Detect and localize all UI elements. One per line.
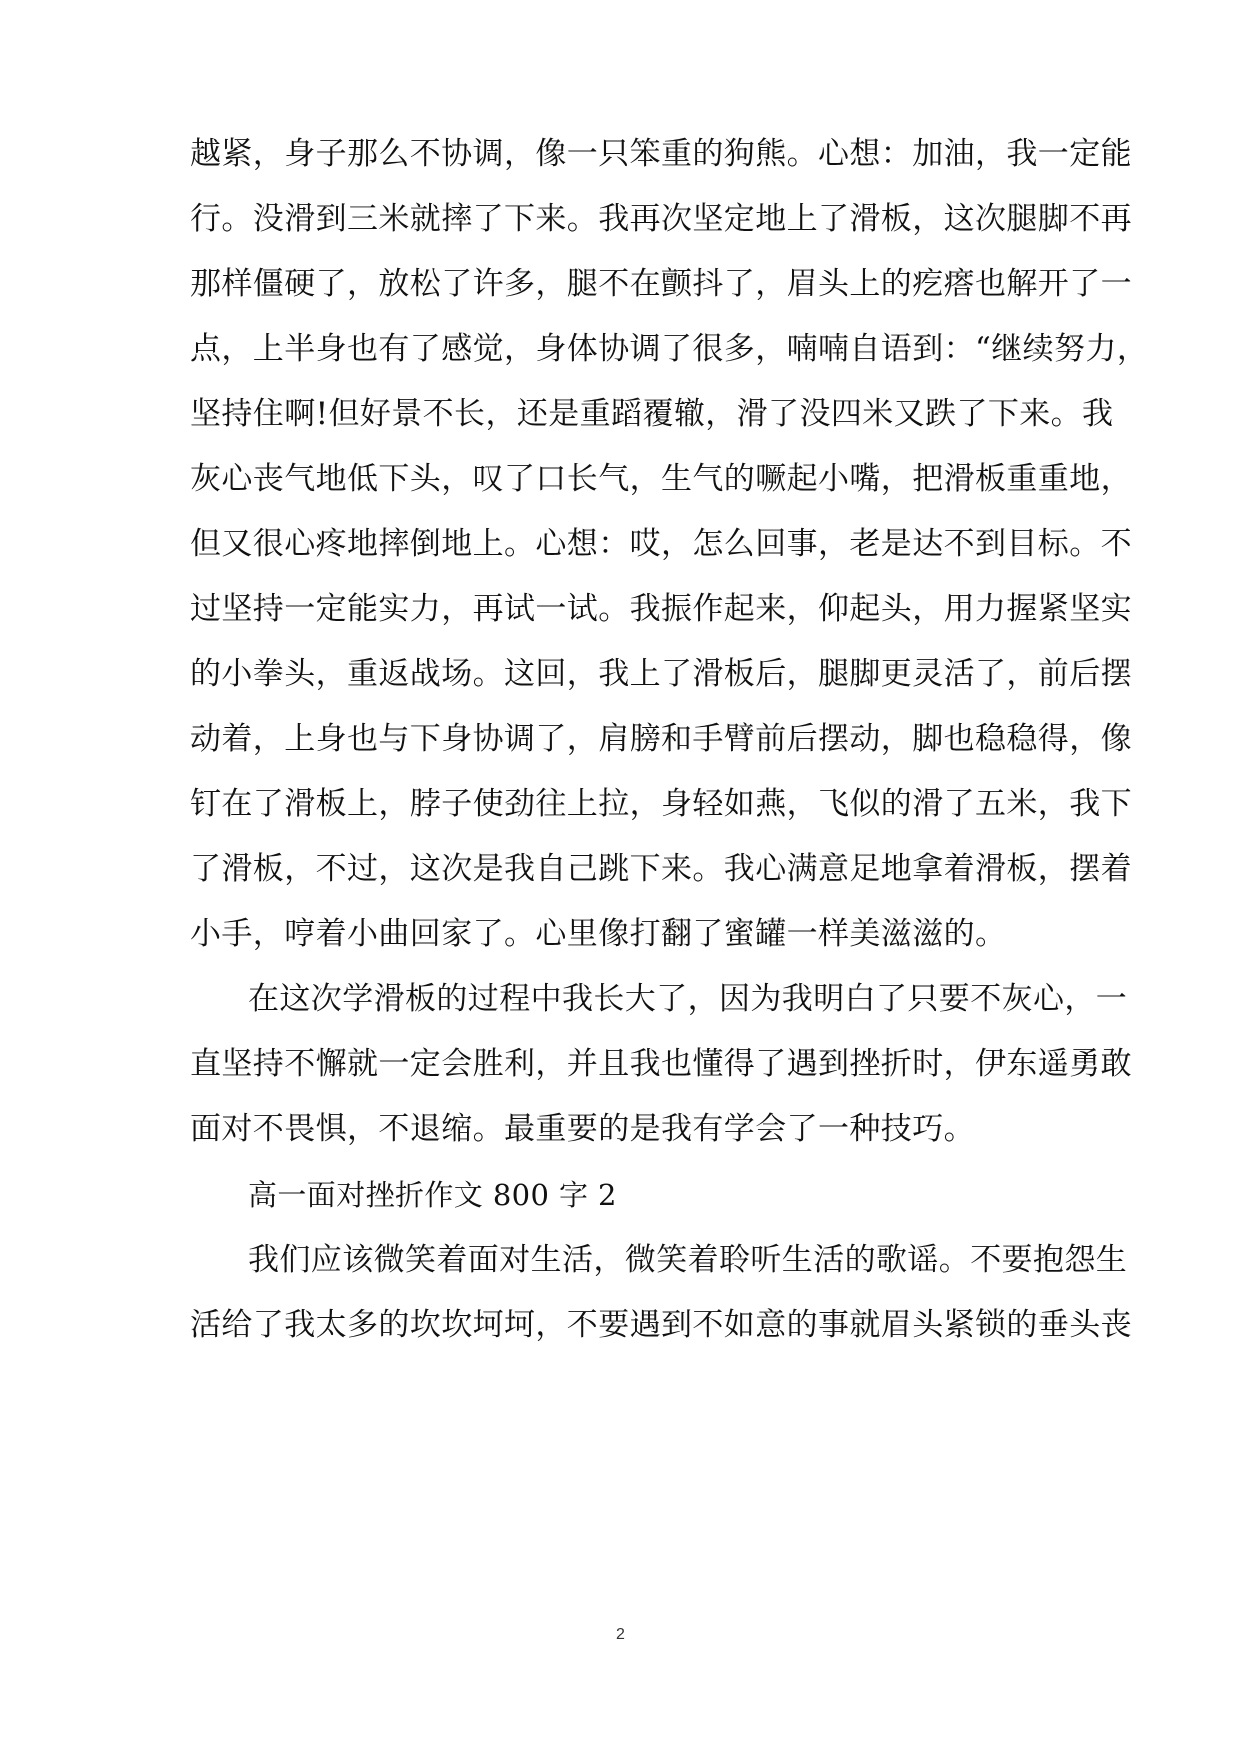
text-line: 小手，哼着小曲回家了。心里像打翻了蜜罐一样美滋滋的。: [190, 916, 1007, 952]
paragraph-first-line: 我们应该微笑着面对生活，微笑着聆听生活的歌谣。不要抱怨生: [248, 1242, 1128, 1278]
text-line: 那样僵硬了，放松了许多，腿不在颤抖了，眉头上的疙瘩也解开了一: [190, 266, 1132, 302]
text-line: 但又很心疼地摔倒地上。心想：哎，怎么回事，老是达不到目标。不: [190, 526, 1132, 562]
text-line: 坚持住啊!但好景不长，还是重蹈覆辙，滑了没四米又跌了下来。我: [190, 396, 1114, 432]
text-line: 点，上半身也有了感觉，身体协调了很多，喃喃自语到：“继续努力，: [190, 331, 1149, 367]
text-line: 直坚持不懈就一定会胜利，并且我也懂得了遇到挫折时，伊东遥勇敢: [190, 1046, 1132, 1082]
text-line: 越紧，身子那么不协调，像一只笨重的狗熊。心想：加油，我一定能: [190, 136, 1132, 172]
section-heading: 高一面对挫折作文 800 字 2: [248, 1178, 617, 1212]
text-line: 过坚持一定能实力，再试一试。我振作起来，仰起头，用力握紧坚实: [190, 591, 1132, 627]
text-line: 活给了我太多的坎坎坷坷，不要遇到不如意的事就眉头紧锁的垂头丧: [190, 1307, 1132, 1343]
text-line: 钉在了滑板上，脖子使劲往上拉，身轻如燕，飞似的滑了五米，我下: [190, 786, 1132, 822]
text-line: 行。没滑到三米就摔了下来。我再次坚定地上了滑板，这次腿脚不再: [190, 201, 1132, 237]
text-line: 了滑板，不过，这次是我自己跳下来。我心满意足地拿着滑板，摆着: [190, 851, 1132, 887]
text-line: 面对不畏惧，不退缩。最重要的是我有学会了一种技巧。: [190, 1111, 975, 1147]
page-number: 2: [616, 1626, 625, 1643]
paragraph-first-line: 在这次学滑板的过程中我长大了，因为我明白了只要不灰心，一: [248, 981, 1128, 1017]
text-line: 动着，上身也与下身协调了，肩膀和手臂前后摆动，脚也稳稳得，像: [190, 721, 1132, 757]
text-line: 灰心丧气地低下头，叹了口长气，生气的噘起小嘴，把滑板重重地，: [190, 461, 1132, 497]
text-line: 的小拳头，重返战场。这回，我上了滑板后，腿脚更灵活了，前后摆: [190, 656, 1132, 692]
